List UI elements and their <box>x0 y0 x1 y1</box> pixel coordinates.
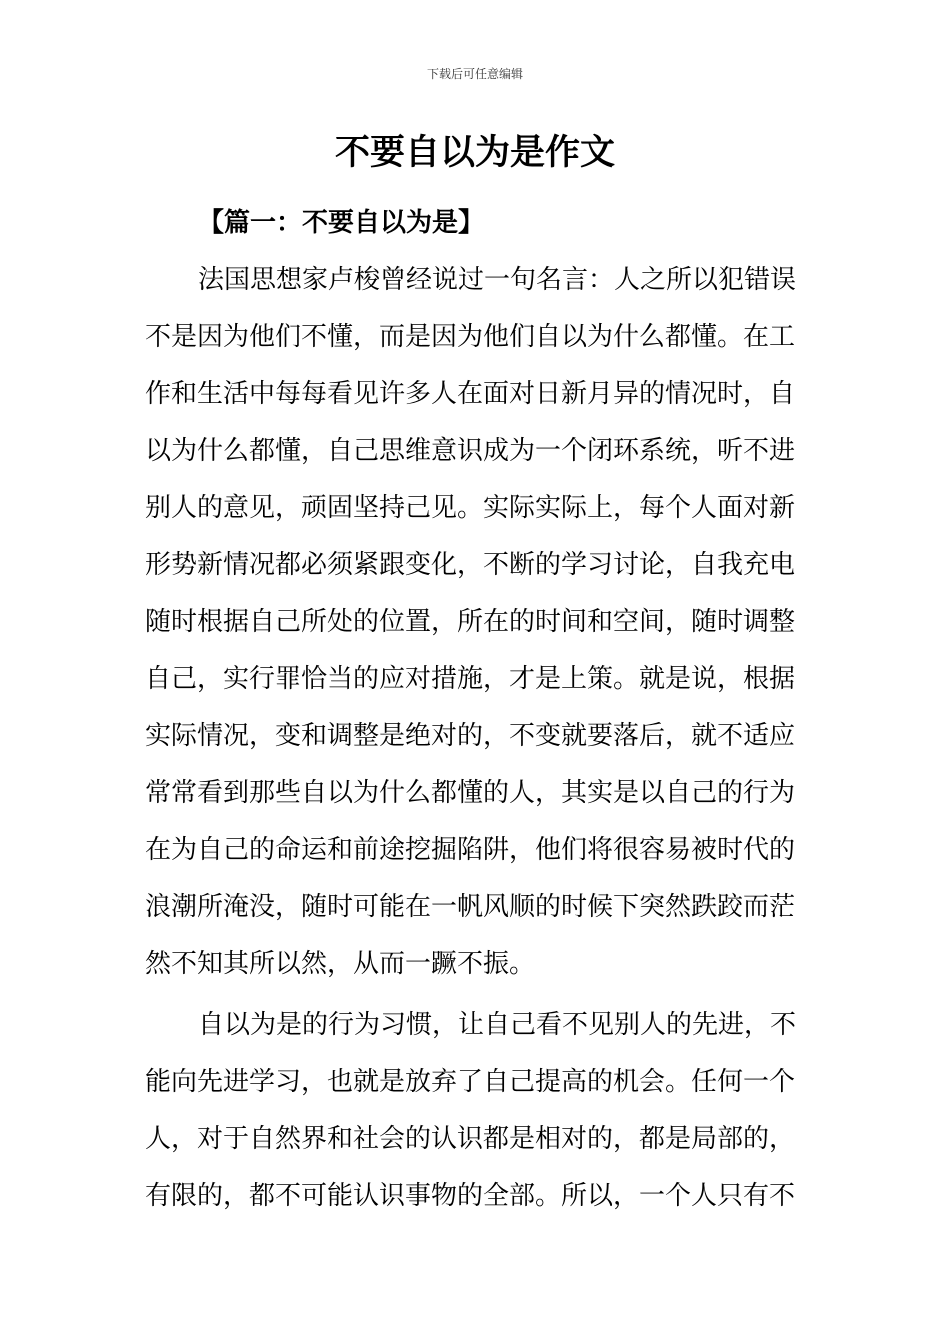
paragraph-line: 以为什么都懂，自己思维意识成为一个闭环系统，听不进 <box>145 436 796 466</box>
section-heading: 【篇一：不要自以为是】 <box>198 208 485 238</box>
paragraph-line: 实际情况，变和调整是绝对的，不变就要落后，就不适应 <box>145 721 796 751</box>
paragraph-line: 别人的意见，顽固坚持己见。实际实际上，每个人面对新 <box>145 493 796 523</box>
paragraph-line: 人，对于自然界和社会的认识都是相对的，都是局部的， <box>145 1124 796 1154</box>
paragraph-line: 作和生活中每每看见许多人在面对日新月异的情况时，自 <box>145 379 796 409</box>
paragraph-line: 浪潮所淹没，随时可能在一帆风顺的时候下突然跌跤而茫 <box>145 892 796 922</box>
paragraph-2 <box>145 997 807 1225</box>
paragraph-line: 能向先进学习，也就是放弃了自己提高的机会。任何一个 <box>145 1067 796 1097</box>
paragraph-line: 自己，实行罪恰当的应对措施，才是上策。就是说，根据 <box>145 664 796 694</box>
paragraph-line: 常常看到那些自以为什么都懂的人，其实是以自己的行为 <box>145 778 796 808</box>
paragraph-line: 形势新情况都必须紧跟变化，不断的学习讨论，自我充电 <box>145 550 796 580</box>
paragraph-line: 不是因为他们不懂，而是因为他们自以为什么都懂。在工 <box>145 322 796 352</box>
paragraph-line: 法国思想家卢梭曾经说过一句名言：人之所以犯错误 <box>198 265 797 295</box>
paragraph-line: 在为自己的命运和前途挖掘陷阱，他们将很容易被时代的 <box>145 835 796 865</box>
paragraph-text <box>145 997 807 1225</box>
paragraph-1 <box>145 252 807 993</box>
paragraph-line: 自以为是的行为习惯，让自己看不见别人的先进，不 <box>198 1010 797 1040</box>
document-title: 不要自以为是作文 <box>334 133 615 173</box>
paragraph-line: 随时根据自己所处的位置，所在的时间和空间，随时调整 <box>145 607 796 637</box>
paragraph-text <box>145 252 807 993</box>
paragraph-line: 有限的，都不可能认识事物的全部。所以，一个人只有不 <box>145 1181 796 1211</box>
header-note: 下载后可任意编辑 <box>426 67 523 81</box>
paragraph-line: 然不知其所以然，从而一蹶不振。 <box>145 949 536 979</box>
